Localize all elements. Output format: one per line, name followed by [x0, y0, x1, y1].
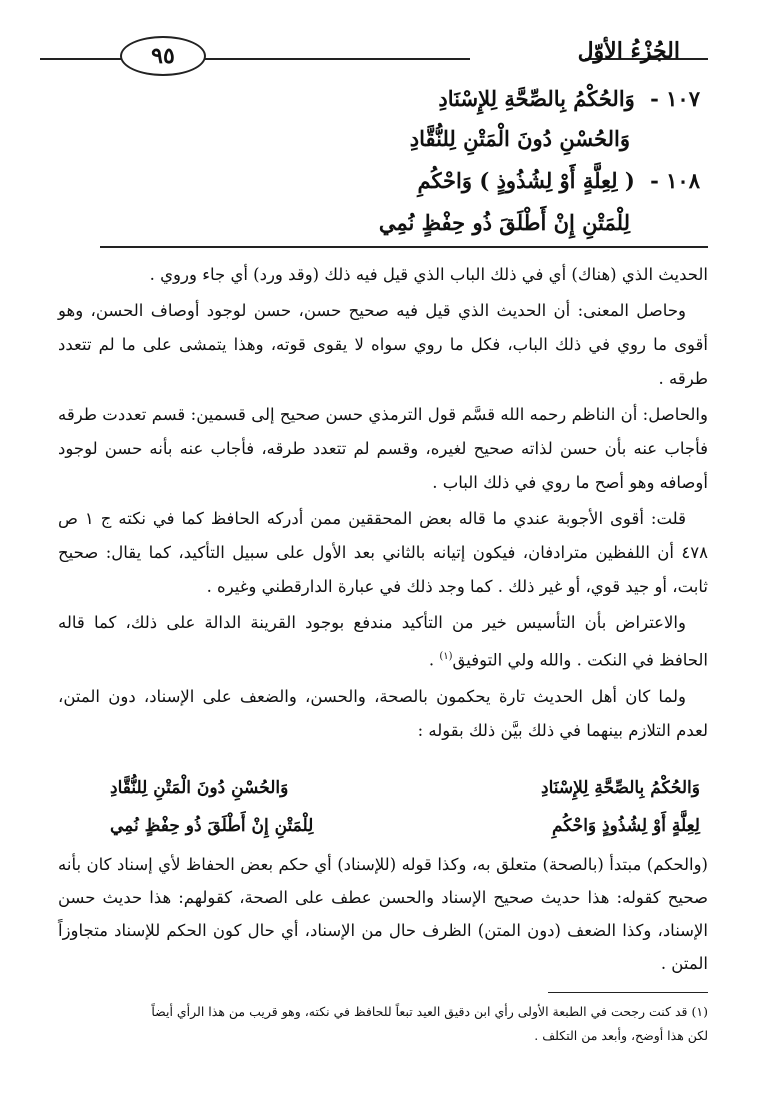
verse-number: ١٠٨ -: [650, 168, 700, 193]
commentary-body-2: [58, 848, 708, 980]
verse-107-line1: [438, 86, 700, 111]
verse-number: ١٠٧ -: [650, 86, 700, 111]
poem-line2-left: لِلْمَتْنِ إِنْ أَطْلَقَ ذُو حِفْظٍ نُمِي: [110, 816, 314, 836]
page-number: ٩٥: [120, 36, 206, 76]
paragraph: وحاصل المعنى: أن الحديث الذي قيل فيه صحيح حسن، حسن لوجود أوصاف الحسن، وهو أقوى ما روي في ذلك الباب، فكل ما روي سواه لا يقوى قوته، وهذا يتمشى على ما لم تتعدد طرقه .: [58, 301, 708, 388]
footnote-line: (١) قد كنت رجحت في الطبعة الأولى رأي ابن دقيق العيد تبعاً للحافظ في نكته، وهو قريب من هذا الرأي أيضاً: [151, 1004, 708, 1019]
verse-text: وَالحُكْمُ بِالصِّحَّةِ لِلإِسْنَادِ: [438, 86, 635, 111]
verse-text: ( لِعِلَّةٍ أَوْ لِشُذُوذٍ ) وَاحْكُمِ: [417, 168, 635, 193]
footnote-ref[interactable]: (١): [439, 651, 453, 662]
paragraph-text: والاعتراض بأن التأسيس خير من التأكيد مندفع بوجود القرينة الدالة على ذلك، كما قاله الحافظ في النكت . والله ولي التوفيق: [58, 613, 708, 670]
commentary-body: [58, 258, 708, 750]
footnote-rule: [548, 992, 708, 993]
verse-108-line2: لِلْمَتْنِ إِنْ أَطْلَقَ ذُو حِفْظٍ نُمِي: [378, 210, 630, 235]
paragraph: والحاصل: أن الناظم رحمه الله قسَّم قول الترمذي حسن صحيح إلى قسمين: قسم تعددت طرقه فأجاب عنه بأن حسن لذاته صحيح لغيره، وقسم لم تتعدد طرقه، فأجاب عنه بأنه حسن لوجود أوصافه وهو أصح ما روي في ذلك الباب .: [58, 405, 708, 492]
poem-line1-right: وَالحُكْمُ بِالصِّحَّةِ لِلإِسْنَادِ: [541, 778, 700, 798]
paragraph: الحديث الذي (هناك) أي في ذلك الباب الذي قيل فيه ذلك (وقد ورد) أي جاء وروي .: [149, 265, 708, 284]
header-rule-left: [40, 58, 470, 60]
verse-108-line1: [417, 168, 700, 193]
running-title: الجُزْءُ الأوّل: [577, 38, 680, 64]
paragraph: والاعتراض بأن التأسيس خير من التأكيد مندفع بوجود القرينة الدالة على ذلك، كما قاله الحافظ في النكت . والله ولي التوفيق$^{(١)}$ .: [58, 613, 708, 670]
paragraph: ولما كان أهل الحديث تارة يحكمون بالصحة، والحسن، والضعف على الإسناد، دون المتن، لعدم التلازم بينهما في ذلك بيَّن ذلك بقوله :: [58, 686, 708, 740]
paragraph: (والحكم) مبتدأ (بالصحة) متعلق به، وكذا قوله (للإسناد) أي حكم بعض الحفاظ لأي إسناد كان بأنه صحيح كقوله: هذا حديث صحيح الإسناد والحسن عطف على الصحة، كقولهم: هذا حديث حسن الإسناد، وكذا الضعف (دون المتن) الظرف حال من الإسناد، أي حال كون الحكم للإسناد متجاوزاً المتن .: [58, 855, 708, 973]
verse-separator-rule: [100, 246, 708, 248]
paragraph: قلت: أقوى الأجوبة عندي ما قاله بعض المحققين ممن أدركه الحافظ كما في نكته ج ١ ص ٤٧٨ أن اللفظين مترادفان، فيكون إتيانه بالثاني بعد الأول على سبيل التأكيد، كما يقال: صحيح ثابت، أو جيد قوي، أو غير ذلك . كما وجد ذلك في عبارة الدارقطني وغيره .: [58, 509, 708, 596]
poem-line1-left: وَالحُسْنِ دُونَ الْمَتْنِ لِلنُّقَّادِ: [110, 778, 289, 798]
footnote: [58, 1000, 708, 1048]
verse-107-line2: وَالحُسْنِ دُونَ الْمَتْنِ لِلنُّقَّادِ: [409, 126, 630, 151]
footnote-line: لكن هذا أوضح، وأبعد من التكلف .: [534, 1028, 708, 1043]
poem-line2-right: لِعِلَّةٍ أَوْ لِشُذُوذٍ وَاحْكُمِ: [551, 816, 700, 836]
